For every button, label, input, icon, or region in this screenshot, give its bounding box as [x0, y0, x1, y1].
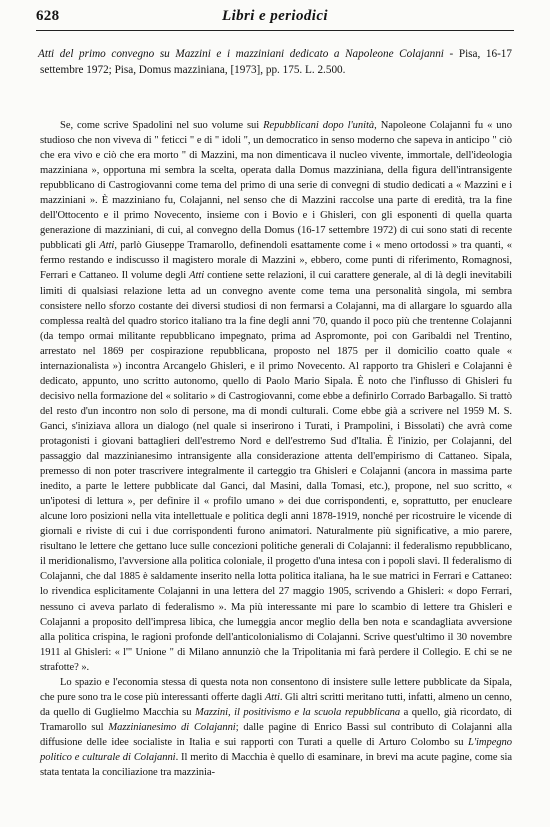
citation-title: Atti del primo convegno su Mazzini e i mazziniani dedicato a Napoleone Colajanni	[38, 48, 444, 60]
paragraph-1	[40, 118, 512, 675]
italic-run: Repubblicani dopo l'unità	[263, 120, 375, 131]
citation-details: - Pisa, 16-17 settembre 1972; Pisa, Domus mazziniana, [1973], pp. 175. L. 2.500.	[40, 48, 512, 76]
italic-run: Atti	[99, 240, 115, 252]
running-title: Libri e periodici	[222, 8, 328, 24]
text-run: ; dalle pagine di Enrico Bassi sul contributo di Colajanni alla diffusione delle idee socialiste in Italia e sui rapporti con Turati a quelle di Arturo Colombo su	[40, 721, 513, 748]
text-run: Se, come scrive Spadolini nel suo volume sui	[60, 120, 264, 131]
italic-run: Mazzini, il positivismo e la scuola repubblicana	[194, 706, 401, 718]
text-run: contiene sette relazioni, il cui carattere generale, al di là degli inevitabili limiti di qualsiasi relazione letta ad un convegno avente come tema una personalità singola, mi sembra consistere nello sforzo costante dei diversi studiosi di non fermarsi a Colajanni, ma di allargare lo sguardo alla complessa realtà del quadro storico italiano tra la fine degli anni '70, quando il poco più che trentenne Colajanni (da tempo ormai militante repubblicano impegnato, prima ad Aspromonte, poi con Garibaldi nel Trentino, arrestato nel 1869 per cospirazione repubblicana, proposto nel 1875 per il domicilio coatto quale « internazionalista ») incontra Arcangelo Ghisleri, e il primo Novecento. Al rapporto tra Ghisleri e Colajanni è dedicato, appunto, uno scritto autonomo, quello di Paolo Mario Sipala. È noto che l'influsso di Ghisleri fu decisivo nella formazione del « solitario » di Castrogiovanni, come ebbe a definirlo Corrado Barbagallo. Si trattò del resto d'un incontro non solo di persone, ma di mondi culturali. Come ebbe già a scrivere nel 1959 M. S. Ganci, s'iniziava allora un dialogo (nel quale si inserirono i Turati, i Prampolini, i Bissolati) che avrà come protagonisti i giovani battaglieri dell'estremo Nord e dell'estremo Sud d'Italia. È l'inizio, per Colajanni, del passaggio dal mazzinianesimo intransigente alla considerazione attenta dell'empirismo di Cattaneo. Sipala, premesso di non poter trascrivere integralmente il carteggio tra Ghisleri e Colajanni (ancora in massima parte inedito, a parte le lettere pubblicate dal Ganci, dal Masini, dalla Tomasi, etc.), propone, nel suo scritto, « un'ipotesi di lettura », per definire il « profilo umano » dei due corrispondenti, e, soprattutto, per enucleare alcune loro posizioni nella vita intellettuale e politica degli anni 1878-1919, nonché per ricostruire le vicende di giornali e riviste di cui i due corrispondenti furono animatori. Naturalmente più significative, a mio parere, risultano le lettere che gettano luce sulle concezioni politiche generali di Colajanni: il federalismo repubblicano, il meridionalismo, l'avversione alla politica coloniale, il progetto d'una intesa con i popoli slavi. Il federalismo di Colajanni, che dal 1885 è saldamente inserito nella lotta politica italiana, ha le sue matrici in Ferrari e Cattaneo: lo rivendica esplicitamente Colajanni in una lettera del 27 maggio 1905, scrivendo a Ghisleri: « dopo Ferrari, nessuno ci aveva parlato di federalismo ». Ma più interessante mi pare lo scambio di lettere tra Ghisleri e Colajanni a proposito dell'impresa libica, che lumeggia ancor meglio della ben nota e scandagliata avversione alla politica crispina, le ragioni profonde dell'anticolonialismo di Colajanni. Scrive quest'ultimo il 30 novembre 1911 al Ghisleri: « l'" Unione " di Milano annunziò che la Tripolitania mi farà perdere il Collegio. E chi se ne strafotte? ».	[40, 270, 512, 673]
review-citation	[40, 47, 512, 78]
italic-run: L'impegno politico e culturale di Colajanni	[40, 736, 512, 763]
italic-run: Atti	[189, 270, 205, 282]
italic-run: Mazzinianesimo di Colajanni	[108, 721, 236, 733]
italic-run: Atti	[264, 691, 280, 703]
page-number: 628	[36, 8, 60, 24]
review-body	[40, 118, 512, 780]
text-run: . Il merito di Macchia è quello di esaminare, in brevi ma acute pagine, come sia stata tentata la conciliazione tra mazzinia-	[40, 751, 512, 779]
page-header	[36, 8, 514, 31]
text-run: , parlò Giuseppe Tramarollo, definendoli esattamente come i « meno ortodossi » tra quanti, « fermo restando e indiscusso il magistero morale di Mazzini », ebbero, come punti di riferimento, Romagnosi, Ferrari e Cattaneo. Il volume degli	[40, 240, 512, 282]
text-run: a quello, già ricordato, di Tramarollo sul	[40, 706, 512, 733]
text-run: , Napoleone Colajanni fu « uno studioso che non viveva di " feticci " e di " idoli ", un democratico in senso moderno che sapeva in anticipo " ciò che era vivo e ciò che era morto " di Mazzini, ma non dimenticava il nucleo vivente, immortale, dell'ideologia mazziniana », opportuna mi sembra la scelta, operata dalla Domus mazziniana, della figura dell'intransigente repubblicano di Castrogiovanni come tema del primo di una serie di convegni di studio dedicati a « Mazzini e i mazziniani ». È mazziniano fu, Colajanni, nel senso che di Mazzini raccolse una parte di eredità, tra la fine dell'Ottocento e il primo Novecento, insieme con i Bovio e i Ghisleri, con gli esponenti di quella quarta generazione di mazziniani, di cui, al convegno della Domus (16-17 settembre 1972) di cui sono stati di recente pubblicati gli	[40, 120, 512, 252]
paragraph-2	[40, 675, 512, 780]
text-run: . Gli altri scritti meritano tutti, infatti, almeno un cenno, da quello di Guglielmo Macchia su	[40, 691, 513, 718]
text-run: Lo spazio e l'economia stessa di questa nota non consentono di insistere sulle lettere pubblicate da Sipala, che pure sono tra le cose più interessanti offerte dagli	[40, 676, 512, 703]
